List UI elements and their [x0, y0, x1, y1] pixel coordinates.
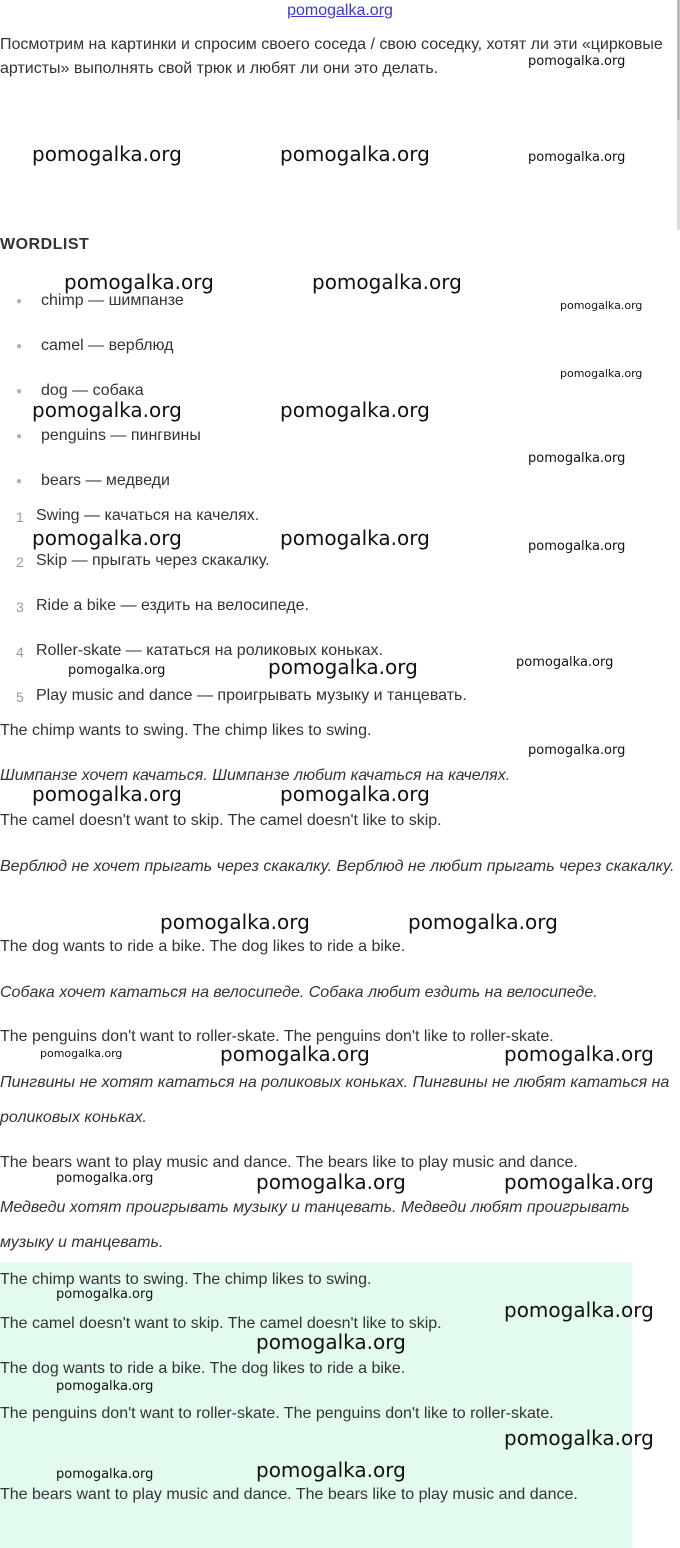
watermark: pomogalka.org — [280, 398, 430, 422]
answer-line: The dog wants to ride a bike. The dog likes to ride a bike. — [0, 1360, 406, 1377]
watermark: pomogalka.org — [528, 150, 626, 165]
watermark: pomogalka.org — [280, 526, 430, 550]
item-number: 5 — [16, 689, 24, 705]
watermark: pomogalka.org — [220, 1042, 370, 1066]
list-item: Swing — качаться на качелях. — [36, 507, 260, 524]
watermark: pomogalka.org — [280, 142, 430, 166]
item-number: 1 — [16, 509, 24, 525]
watermark: pomogalka.org — [56, 1171, 154, 1186]
answer-line: The bears want to play music and dance. The bears like to play music and dance. — [0, 1486, 578, 1503]
watermark: pomogalka.org — [160, 910, 310, 934]
bullet-icon: ● — [16, 476, 23, 487]
english-sentence: The penguins don't want to roller-skate. The penguins don't like to roller-skate. — [0, 1028, 554, 1045]
watermark: pomogalka.org — [528, 743, 626, 758]
english-sentence: The camel doesn't want to skip. The camel doesn't like to skip. — [0, 812, 442, 829]
watermark: pomogalka.org — [256, 1330, 406, 1354]
watermark: pomogalka.org — [516, 655, 614, 670]
answer-line: The penguins don't want to roller-skate. The penguins don't like to roller-skate. — [0, 1405, 554, 1422]
watermark: pomogalka.org — [268, 655, 418, 679]
watermark: pomogalka.org — [504, 1426, 654, 1450]
watermark: pomogalka.org — [528, 539, 626, 554]
watermark: pomogalka.org — [40, 1047, 123, 1060]
russian-translation: Собака хочет кататься на велосипеде. Собака любит ездить на велосипеде. — [0, 984, 598, 1001]
english-sentence: The dog wants to ride a bike. The dog likes to ride a bike. — [0, 938, 406, 955]
item-number: 2 — [16, 554, 24, 570]
watermark: pomogalka.org — [504, 1298, 654, 1322]
intro-text: Посмотрим на картинки и спросим своего соседа / свою соседку, хотят ли эти «цирковые артисты» выполнять свой трюк и любят ли они это делать. — [0, 36, 663, 77]
list-item: Ride a bike — ездить на велосипеде. — [36, 597, 309, 614]
list-item: camel — верблюд — [41, 337, 174, 354]
watermark: pomogalka.org — [32, 526, 182, 550]
watermark: pomogalka.org — [256, 1170, 406, 1194]
list-item: dog — собака — [41, 382, 144, 399]
russian-translation: Шимпанзе хочет качаться. Шимпанзе любит качаться на качелях. — [0, 767, 511, 784]
watermark: pomogalka.org — [280, 782, 430, 806]
watermark: pomogalka.org — [68, 663, 166, 678]
item-number: 4 — [16, 644, 24, 660]
item-number: 3 — [16, 599, 24, 615]
answer-line: The camel doesn't want to skip. The camel doesn't like to skip. — [0, 1315, 442, 1332]
watermark: pomogalka.org — [408, 910, 558, 934]
russian-translation: Пингвины не хотят кататься на роликовых коньках. Пингвины не любят кататься на роликовых коньках. — [0, 1074, 670, 1126]
bullet-icon: ● — [16, 431, 23, 442]
watermark: pomogalka.org — [56, 1467, 154, 1482]
watermark: pomogalka.org — [560, 299, 643, 312]
list-item: bears — медведи — [41, 472, 170, 489]
bullet-icon: ● — [16, 341, 23, 352]
list-item: Skip — прыгать через скакалку. — [36, 552, 270, 569]
wordlist-title: WORDLIST — [0, 236, 90, 253]
english-sentence: The bears want to play music and dance. The bears like to play music and dance. — [0, 1154, 578, 1171]
bullet-icon: ● — [16, 386, 23, 397]
site-link[interactable]: pomogalka.org — [287, 2, 393, 19]
watermark: pomogalka.org — [32, 142, 182, 166]
watermark: pomogalka.org — [56, 1287, 154, 1302]
bullet-icon: ● — [16, 296, 23, 307]
watermark: pomogalka.org — [312, 270, 462, 294]
watermark: pomogalka.org — [64, 270, 214, 294]
watermark: pomogalka.org — [504, 1170, 654, 1194]
watermark: pomogalka.org — [32, 398, 182, 422]
watermark: pomogalka.org — [32, 782, 182, 806]
list-item: penguins — пингвины — [41, 427, 201, 444]
russian-translation: Медведи хотят проигрывать музыку и танцевать. Медведи любят проигрывать музыку и танцевать. — [0, 1199, 630, 1251]
answer-line: The chimp wants to swing. The chimp likes to swing. — [0, 1271, 372, 1288]
russian-translation: Верблюд не хочет прыгать через скакалку. Верблюд не любит прыгать через скакалку. — [0, 858, 675, 875]
watermark: pomogalka.org — [256, 1458, 406, 1482]
list-item: Play music and dance — проигрывать музыку и танцевать. — [36, 687, 467, 704]
list-item: Roller-skate — кататься на роликовых коньках. — [36, 642, 383, 659]
watermark: pomogalka.org — [528, 54, 626, 69]
list-item: chimp — шимпанзе — [41, 292, 184, 309]
watermark: pomogalka.org — [504, 1042, 654, 1066]
watermark: pomogalka.org — [528, 451, 626, 466]
watermark: pomogalka.org — [56, 1379, 154, 1394]
english-sentence: The chimp wants to swing. The chimp likes to swing. — [0, 722, 372, 739]
watermark: pomogalka.org — [560, 367, 643, 380]
